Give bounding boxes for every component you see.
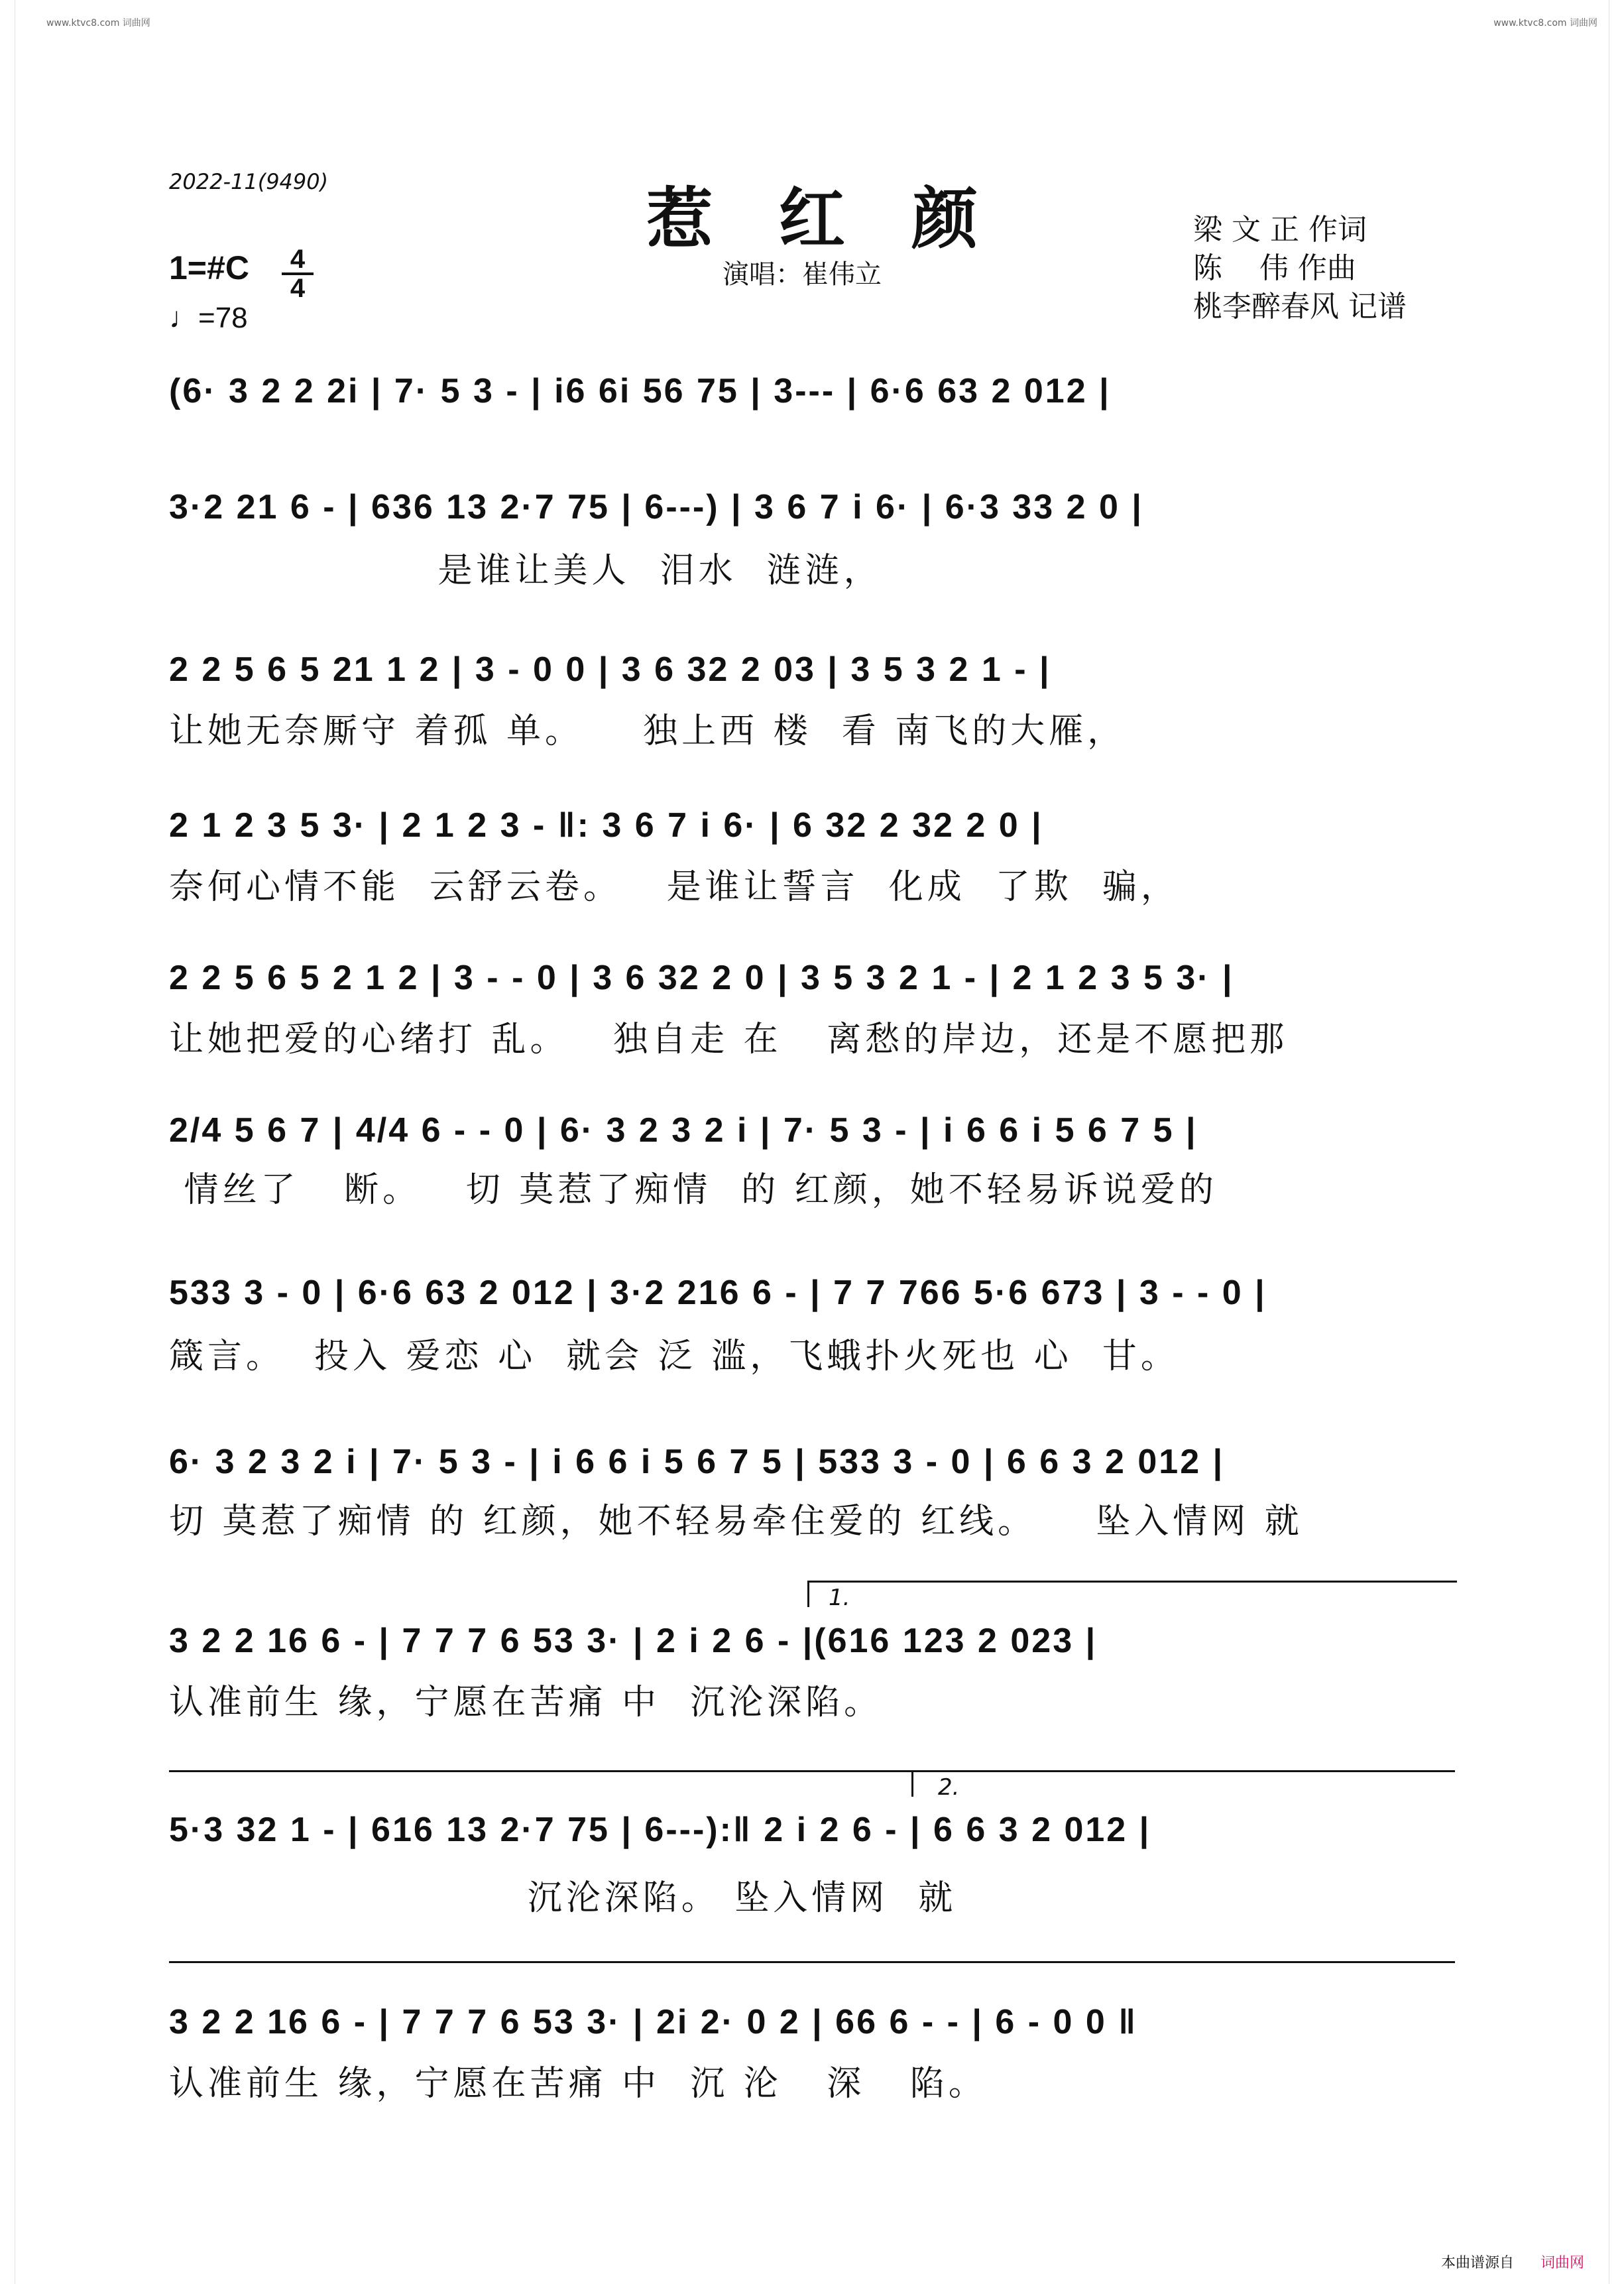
first-ending-bracket (807, 1581, 1457, 1583)
notation-line-9: 3 2 2 16 6 - | 7 7 7 6 53 3· | 2 i 2 6 - |(616 123 2 023 | (169, 1622, 1098, 1660)
lyric-line-11: 认准前生 缘，宁愿在苦痛 中 沉 沦 深 陷。 (169, 2064, 987, 2104)
second-ending-bracket-continued (169, 1961, 1455, 1963)
lyric-line-4: 奈何心情不能 云舒云卷。 是谁让誓言 化成 了欺 骗， (169, 867, 1179, 907)
lyricist-credit: 梁 文 正 作词 (1193, 213, 1367, 247)
footer-brand[interactable]: 词曲网 (1540, 2255, 1584, 2271)
lyric-line-7: 箴言。 投入 爱恋 心 就会 泛 滥，飞蛾扑火死也 心 甘。 (169, 1337, 1179, 1376)
time-signature (282, 247, 314, 301)
lyric-line-6: 情丝了 断。 切 莫惹了痴情 的 红颜，她不轻易诉说爱的 (169, 1170, 1218, 1210)
lyric-line-9: 认准前生 缘，宁愿在苦痛 中 沉沦深陷。 (169, 1683, 883, 1722)
first-ending-bracket-continued (169, 1770, 911, 1772)
watermark-right: www.ktvc8.com 词曲网 (1493, 18, 1597, 29)
first-ending-tick (807, 1581, 809, 1607)
catalog-number: 2022-11(9490) (169, 169, 329, 194)
watermark-left: www.ktvc8.com 词曲网 (46, 18, 150, 29)
first-ending-label: 1. (829, 1585, 850, 1611)
notation-line-4: 2 1 2 3 5 3· | 2 1 2 3 - ‖: 3 6 7 i 6· | 6 32 2 32 2 0 | (169, 806, 1043, 845)
tempo-marking (169, 302, 248, 335)
lyric-line-5: 让她把爱的心绪打 乱。 独自走 在 离愁的岸边，还是不愿把那 (169, 1020, 1289, 1059)
second-ending-bracket (911, 1770, 1455, 1772)
footer-source: 本曲谱源自 (1440, 2255, 1514, 2271)
singer-credit: 演唱：崔伟立 (723, 259, 882, 290)
notation-line-1: (6· 3 2 2 2i | 7· 5 3 - | i6 6i 56 75 | 3--- | 6·6 63 2 012 | (169, 372, 1111, 410)
second-ending-tick (911, 1770, 913, 1797)
time-signature-bottom: 4 (290, 274, 306, 303)
quarter-note-icon: ♩ (169, 302, 198, 334)
second-ending-label: 2. (938, 1774, 960, 1801)
composer-credit: 陈 伟 作曲 (1193, 251, 1356, 285)
notation-line-10: 5·3 32 1 - | 616 13 2·7 75 | 6---):‖ 2 i 2 6 - | 6 6 3 2 012 | (169, 1811, 1151, 1849)
notation-line-6: 2/4 5 6 7 | 4/4 6 - - 0 | 6· 3 2 3 2 i | 7· 5 3 - | i 6 6 i 5 6 7 5 | (169, 1111, 1198, 1150)
notation-line-7: 533 3 - 0 | 6·6 63 2 012 | 3·2 216 6 - | 7 7 766 5·6 673 | 3 - - 0 | (169, 1274, 1267, 1312)
lyric-line-8: 切 莫惹了痴情 的 红颜，她不轻易牵住爱的 红线。 坠入情网 就 (169, 1502, 1303, 1541)
footer (1415, 2252, 1584, 2272)
transcriber-credit: 桃李醉春风 记谱 (1193, 290, 1407, 324)
lyric-line-3: 让她无奈厮守 着孤 单。 独上西 楼 看 南飞的大雁， (169, 711, 1126, 751)
left-margin-strip (0, 0, 15, 2284)
notation-line-5: 2 2 5 6 5 2 1 2 | 3 - - 0 | 3 6 32 2 0 | 3 5 3 2 1 - | 2 1 2 3 5 3· | (169, 959, 1234, 997)
notation-line-11: 3 2 2 16 6 - | 7 7 7 6 53 3· | 2i 2· 0 2 | 66 6 - - | 6 - 0 0 ‖ (169, 2003, 1138, 2041)
lyric-line-2: 是谁让美人 泪水 涟涟， (169, 551, 882, 591)
notation-line-3: 2 2 5 6 5 21 1 2 | 3 - 0 0 | 3 6 32 2 03 | 3 5 3 2 1 - | (169, 650, 1051, 689)
song-title: 惹红颜 (646, 180, 1044, 258)
right-margin-strip (1609, 0, 1624, 2284)
time-signature-top: 4 (290, 245, 306, 274)
notation-line-8: 6· 3 2 3 2 i | 7· 5 3 - | i 6 6 i 5 6 7 5 | 533 3 - 0 | 6 6 3 2 012 | (169, 1443, 1225, 1481)
key-signature: 1=#C (169, 249, 249, 286)
tempo-value: =78 (198, 302, 248, 334)
lyric-line-10: 沉沦深陷。 坠入情网 就 (169, 1878, 957, 1918)
credits (1193, 211, 1407, 326)
notation-line-2: 3·2 21 6 - | 636 13 2·7 75 | 6---) | 3 6 7 i 6· | 6·3 33 2 0 | (169, 488, 1143, 526)
